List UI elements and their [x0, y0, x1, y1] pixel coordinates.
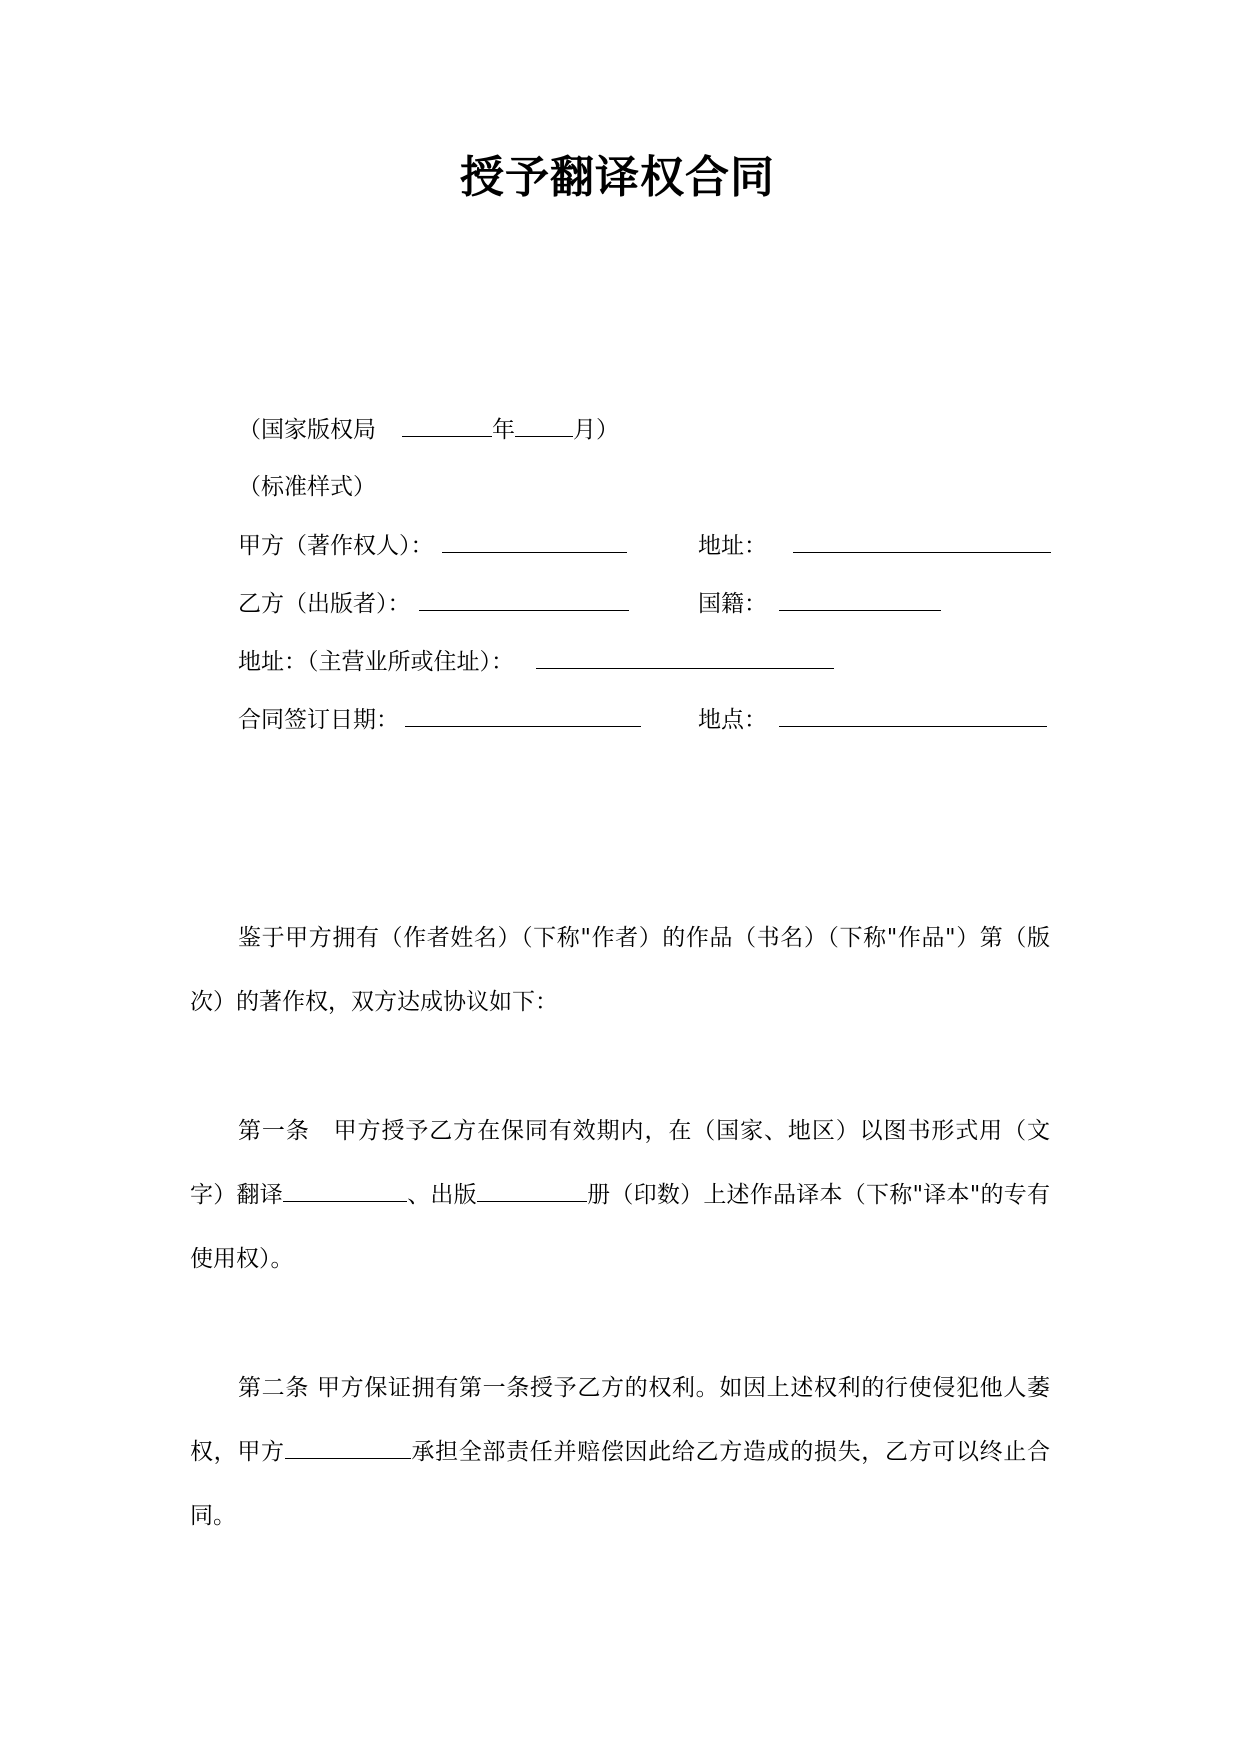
party-a-blank — [442, 530, 627, 553]
sign-date-blank — [405, 704, 641, 727]
party-a-label: 甲方（著作权人）： — [238, 533, 434, 559]
address-blank — [793, 530, 1051, 553]
translate-blank — [283, 1181, 407, 1202]
month-blank — [515, 414, 573, 437]
page-title: 授予翻译权合同 — [460, 152, 775, 203]
party-a-line — [238, 530, 627, 562]
article-1-text-1: 第一条 甲方授予乙方在保同有效期内，在（国家、地区）以图书形式用（文字）翻译 — [190, 1118, 1050, 1208]
address-label: 地址： — [698, 533, 767, 559]
nationality-blank — [779, 588, 941, 611]
article-2-paragraph — [190, 1356, 1050, 1548]
party-b-line — [238, 588, 629, 620]
place-blank — [779, 704, 1047, 727]
year-suffix: 年 — [492, 417, 515, 443]
nationality-line — [698, 588, 941, 620]
nationality-label: 国籍： — [698, 591, 767, 617]
article-2-text-1: 第二条 甲方保证拥有第一条授予乙方的权利。如因上述权利的行使侵犯他人萎权，甲方 — [190, 1375, 1050, 1465]
party-b-blank — [419, 588, 629, 611]
place-line — [698, 704, 1047, 736]
year-blank — [402, 414, 492, 437]
article-1-text-3: 册（印数）上述作品译本（下称"译本"的专有使用权）。 — [190, 1182, 1051, 1272]
authority-line — [238, 414, 619, 446]
authority-prefix: （国家版权局 — [238, 417, 376, 443]
preamble-text: 鉴于甲方拥有（作者姓名）（下称"作者）的作品（书名）（下称"作品"）第（版次）的著作权，双方达成协议如下： — [190, 925, 1050, 1015]
place-label: 地点： — [698, 707, 767, 733]
month-suffix: 月） — [573, 417, 619, 443]
address-line — [698, 530, 1051, 562]
standard-format-line: （标准样式） — [238, 474, 376, 500]
preamble-paragraph — [190, 906, 1050, 1034]
business-address-line — [238, 646, 834, 678]
article-1-paragraph — [190, 1099, 1050, 1291]
business-address-blank — [536, 646, 834, 669]
article-2-text-2: 承担全部责任并赔偿因此给乙方造成的损失，乙方可以终止合同。 — [190, 1439, 1051, 1529]
print-run-blank — [477, 1181, 587, 1202]
article-1-text-2: 、出版 — [406, 1182, 477, 1208]
liability-blank — [285, 1438, 411, 1459]
business-address-label: 地址：（主营业所或住址）： — [238, 649, 514, 675]
sign-date-line — [238, 704, 641, 736]
sign-date-label: 合同签订日期： — [238, 707, 399, 733]
party-b-label: 乙方（出版者）： — [238, 591, 411, 617]
